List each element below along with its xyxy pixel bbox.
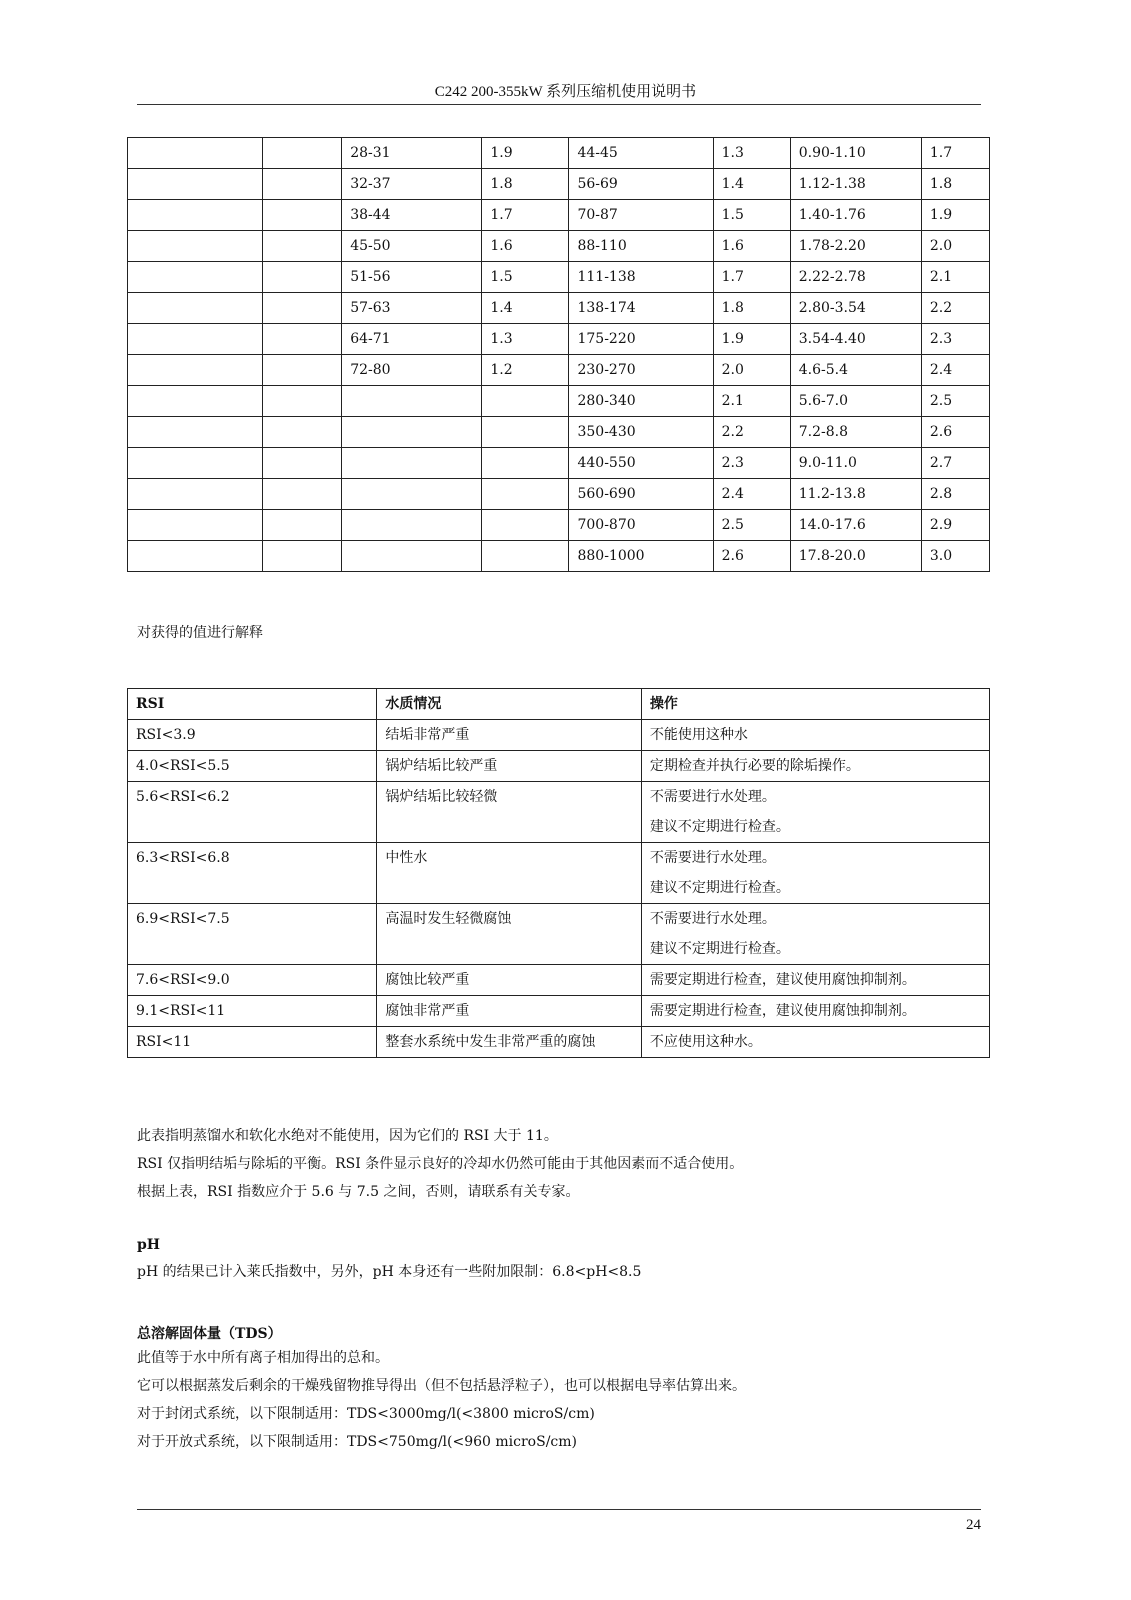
- ph-heading: pH: [137, 1237, 161, 1253]
- table-cell: 1.7: [713, 262, 790, 293]
- table-row: [128, 200, 990, 231]
- table-cell: 2.8: [921, 479, 989, 510]
- rsi-note: 根据上表，RSI 指数应介于 5.6 与 7.5 之间，否则，请联系有关专家。: [137, 1184, 580, 1200]
- table-cell: 880-1000: [569, 541, 713, 572]
- action-line: 不能使用这种水: [649, 727, 748, 743]
- table-cell: 45-50: [342, 231, 482, 262]
- table-row: [128, 262, 990, 293]
- table-row: [128, 843, 990, 904]
- table-cell: 70-87: [569, 200, 713, 231]
- table-cell: [263, 417, 342, 448]
- table-cell: [342, 386, 482, 417]
- rsi-header-quality: 水质情况: [377, 689, 642, 720]
- table-cell: 1.4: [713, 169, 790, 200]
- table-row: [128, 904, 990, 965]
- rsi-range-cell: 4.0<RSI<5.5: [128, 751, 377, 782]
- table-cell: 2.22-2.78: [790, 262, 921, 293]
- table-cell: 1.12-1.38: [790, 169, 921, 200]
- table-cell: [128, 200, 263, 231]
- table-cell: 1.2: [482, 355, 569, 386]
- table-cell: 138-174: [569, 293, 713, 324]
- table-cell: 14.0-17.6: [790, 510, 921, 541]
- table-cell: [128, 262, 263, 293]
- table-cell: [128, 355, 263, 386]
- table-cell: 1.78-2.20: [790, 231, 921, 262]
- table-cell: 175-220: [569, 324, 713, 355]
- table-cell: 350-430: [569, 417, 713, 448]
- action-line: 定期检查并执行必要的除垢操作。: [649, 758, 860, 774]
- table-cell: 2.3: [713, 448, 790, 479]
- interpret-label: 对获得的值进行解释: [137, 625, 263, 641]
- table-cell: 111-138: [569, 262, 713, 293]
- table-cell: [128, 169, 263, 200]
- table-cell: [128, 448, 263, 479]
- table-row: [128, 965, 990, 996]
- action-cell: [641, 1027, 989, 1058]
- table-cell: 3.0: [921, 541, 989, 572]
- page-number: 24: [966, 1517, 981, 1533]
- tds-text: [137, 1344, 746, 1456]
- table-cell: [263, 541, 342, 572]
- table-row: [128, 169, 990, 200]
- water-quality-cell: 腐蚀比较严重: [377, 965, 642, 996]
- action-line: 建议不定期进行检查。: [649, 819, 790, 835]
- table-cell: 1.8: [482, 169, 569, 200]
- table-cell: 0.90-1.10: [790, 138, 921, 169]
- rsi-range-cell: RSI<3.9: [128, 720, 377, 751]
- table-cell: 5.6-7.0: [790, 386, 921, 417]
- rsi-table-header-row: [128, 689, 990, 720]
- table-row: [128, 751, 990, 782]
- table-cell: 17.8-20.0: [790, 541, 921, 572]
- table-cell: [263, 262, 342, 293]
- table-row: [128, 355, 990, 386]
- table-cell: 1.7: [921, 138, 989, 169]
- rsi-range-cell: 5.6<RSI<6.2: [128, 782, 377, 843]
- table-cell: [263, 510, 342, 541]
- table-cell: 2.5: [713, 510, 790, 541]
- table-cell: 1.9: [921, 200, 989, 231]
- table-cell: 2.6: [921, 417, 989, 448]
- table-cell: 2.7: [921, 448, 989, 479]
- water-quality-cell: 锅炉结垢比较严重: [377, 751, 642, 782]
- rsi-note: RSI 仅指明结垢与除垢的平衡。RSI 条件显示良好的冷却水仍然可能由于其他因素而不适合使用。: [137, 1156, 744, 1172]
- action-cell: [641, 751, 989, 782]
- table-cell: [482, 448, 569, 479]
- table-cell: [342, 417, 482, 448]
- table-cell: 2.4: [921, 355, 989, 386]
- table-row: [128, 448, 990, 479]
- table-cell: 1.5: [713, 200, 790, 231]
- table-row: [128, 386, 990, 417]
- rsi-header-action: 操作: [641, 689, 989, 720]
- table-cell: 440-550: [569, 448, 713, 479]
- table-cell: [482, 479, 569, 510]
- table-cell: [263, 293, 342, 324]
- rsi-notes: [137, 1122, 743, 1206]
- table-cell: [128, 386, 263, 417]
- table-row: [128, 782, 990, 843]
- table-cell: [263, 138, 342, 169]
- action-line: 需要定期进行检查，建议使用腐蚀抑制剂。: [649, 1003, 916, 1019]
- document-header-title: C242 200-355kW 系列压缩机使用说明书: [434, 84, 697, 100]
- table-cell: 64-71: [342, 324, 482, 355]
- action-cell: [641, 782, 989, 843]
- table-cell: [342, 541, 482, 572]
- table-cell: 1.6: [482, 231, 569, 262]
- table-cell: [482, 386, 569, 417]
- table-cell: 38-44: [342, 200, 482, 231]
- table-cell: [263, 386, 342, 417]
- table-cell: 7.2-8.8: [790, 417, 921, 448]
- table-cell: [128, 324, 263, 355]
- table-row: [128, 541, 990, 572]
- table-cell: 2.1: [921, 262, 989, 293]
- table-cell: 1.9: [482, 138, 569, 169]
- table-cell: 1.7: [482, 200, 569, 231]
- rsi-header-rsi: RSI: [128, 689, 377, 720]
- table-row: [128, 138, 990, 169]
- water-quality-cell: 高温时发生轻微腐蚀: [377, 904, 642, 965]
- table-row: [128, 996, 990, 1027]
- action-line: 建议不定期进行检查。: [649, 941, 790, 957]
- table-cell: 230-270: [569, 355, 713, 386]
- table-cell: 1.3: [482, 324, 569, 355]
- water-quality-cell: 中性水: [377, 843, 642, 904]
- table-row: [128, 417, 990, 448]
- action-line: 建议不定期进行检查。: [649, 880, 790, 896]
- water-quality-cell: 整套水系统中发生非常严重的腐蚀: [377, 1027, 642, 1058]
- lookup-table: [127, 137, 990, 572]
- tds-line: 它可以根据蒸发后剩余的干燥残留物推导得出（但不包括悬浮粒子），也可以根据电导率估算出来。: [137, 1378, 746, 1394]
- table-cell: [263, 355, 342, 386]
- table-cell: 57-63: [342, 293, 482, 324]
- table-cell: 9.0-11.0: [790, 448, 921, 479]
- table-cell: [342, 448, 482, 479]
- action-line: 不需要进行水处理。: [649, 850, 776, 866]
- table-cell: 2.4: [713, 479, 790, 510]
- table-cell: 72-80: [342, 355, 482, 386]
- table-row: [128, 1027, 990, 1058]
- table-cell: 2.6: [713, 541, 790, 572]
- table-cell: [128, 510, 263, 541]
- ph-line: pH 的结果已计入莱氏指数中，另外，pH 本身还有一些附加限制：6.8<pH<8.5: [137, 1264, 642, 1280]
- table-cell: [263, 200, 342, 231]
- action-line: 需要定期进行检查，建议使用腐蚀抑制剂。: [649, 972, 916, 988]
- table-cell: 4.6-5.4: [790, 355, 921, 386]
- rsi-range-cell: 6.3<RSI<6.8: [128, 843, 377, 904]
- tds-heading: 总溶解固体量（TDS）: [137, 1326, 282, 1342]
- table-row: [128, 293, 990, 324]
- table-cell: 51-56: [342, 262, 482, 293]
- table-cell: 2.1: [713, 386, 790, 417]
- rsi-range-cell: RSI<11: [128, 1027, 377, 1058]
- table-cell: [128, 417, 263, 448]
- table-cell: 2.5: [921, 386, 989, 417]
- table-cell: [128, 541, 263, 572]
- tds-line: 对于封闭式系统，以下限制适用：TDS<3000mg/l(<3800 microS/cm): [137, 1406, 595, 1422]
- table-row: [128, 324, 990, 355]
- rsi-range-cell: 6.9<RSI<7.5: [128, 904, 377, 965]
- footer-rule: [137, 1509, 981, 1510]
- table-cell: 11.2-13.8: [790, 479, 921, 510]
- table-cell: 2.3: [921, 324, 989, 355]
- rsi-note: 此表指明蒸馏水和软化水绝对不能使用，因为它们的 RSI 大于 11。: [137, 1128, 558, 1144]
- table-cell: 1.4: [482, 293, 569, 324]
- table-cell: [263, 479, 342, 510]
- table-cell: 2.0: [921, 231, 989, 262]
- table-cell: 280-340: [569, 386, 713, 417]
- table-cell: 1.3: [713, 138, 790, 169]
- action-cell: [641, 904, 989, 965]
- table-cell: 1.8: [713, 293, 790, 324]
- action-cell: [641, 965, 989, 996]
- table-cell: 32-37: [342, 169, 482, 200]
- table-cell: [482, 510, 569, 541]
- table-cell: 2.2: [921, 293, 989, 324]
- table-cell: [128, 231, 263, 262]
- table-cell: [263, 169, 342, 200]
- table-cell: [482, 541, 569, 572]
- table-cell: 1.5: [482, 262, 569, 293]
- table-cell: [128, 293, 263, 324]
- table-cell: 560-690: [569, 479, 713, 510]
- table-cell: 2.9: [921, 510, 989, 541]
- table-cell: 28-31: [342, 138, 482, 169]
- table-cell: 56-69: [569, 169, 713, 200]
- table-cell: 1.40-1.76: [790, 200, 921, 231]
- action-line: 不需要进行水处理。: [649, 789, 776, 805]
- ph-text: [137, 1258, 641, 1286]
- action-cell: [641, 996, 989, 1027]
- table-row: [128, 720, 990, 751]
- table-cell: 88-110: [569, 231, 713, 262]
- water-quality-cell: 锅炉结垢比较轻微: [377, 782, 642, 843]
- action-line: 不需要进行水处理。: [649, 911, 776, 927]
- tds-line: 对于开放式系统，以下限制适用：TDS<750mg/l(<960 microS/cm): [137, 1434, 578, 1450]
- tds-line: 此值等于水中所有离子相加得出的总和。: [137, 1350, 389, 1366]
- action-line: 不应使用这种水。: [649, 1034, 762, 1050]
- rsi-range-cell: 7.6<RSI<9.0: [128, 965, 377, 996]
- table-row: [128, 231, 990, 262]
- table-cell: [128, 138, 263, 169]
- table-cell: 44-45: [569, 138, 713, 169]
- rsi-table: [127, 688, 990, 1058]
- water-quality-cell: 结垢非常严重: [377, 720, 642, 751]
- table-cell: [342, 479, 482, 510]
- action-cell: [641, 720, 989, 751]
- table-cell: 2.0: [713, 355, 790, 386]
- table-row: [128, 510, 990, 541]
- table-cell: [263, 324, 342, 355]
- table-cell: 3.54-4.40: [790, 324, 921, 355]
- rsi-range-cell: 9.1<RSI<11: [128, 996, 377, 1027]
- table-cell: [482, 417, 569, 448]
- table-cell: 1.6: [713, 231, 790, 262]
- table-cell: 1.8: [921, 169, 989, 200]
- table-cell: [263, 448, 342, 479]
- table-cell: 700-870: [569, 510, 713, 541]
- table-cell: [128, 479, 263, 510]
- table-cell: [342, 510, 482, 541]
- header-rule: [137, 104, 981, 105]
- table-cell: 1.9: [713, 324, 790, 355]
- water-quality-cell: 腐蚀非常严重: [377, 996, 642, 1027]
- table-row: [128, 479, 990, 510]
- action-cell: [641, 843, 989, 904]
- table-cell: 2.2: [713, 417, 790, 448]
- table-cell: [263, 231, 342, 262]
- table-cell: 2.80-3.54: [790, 293, 921, 324]
